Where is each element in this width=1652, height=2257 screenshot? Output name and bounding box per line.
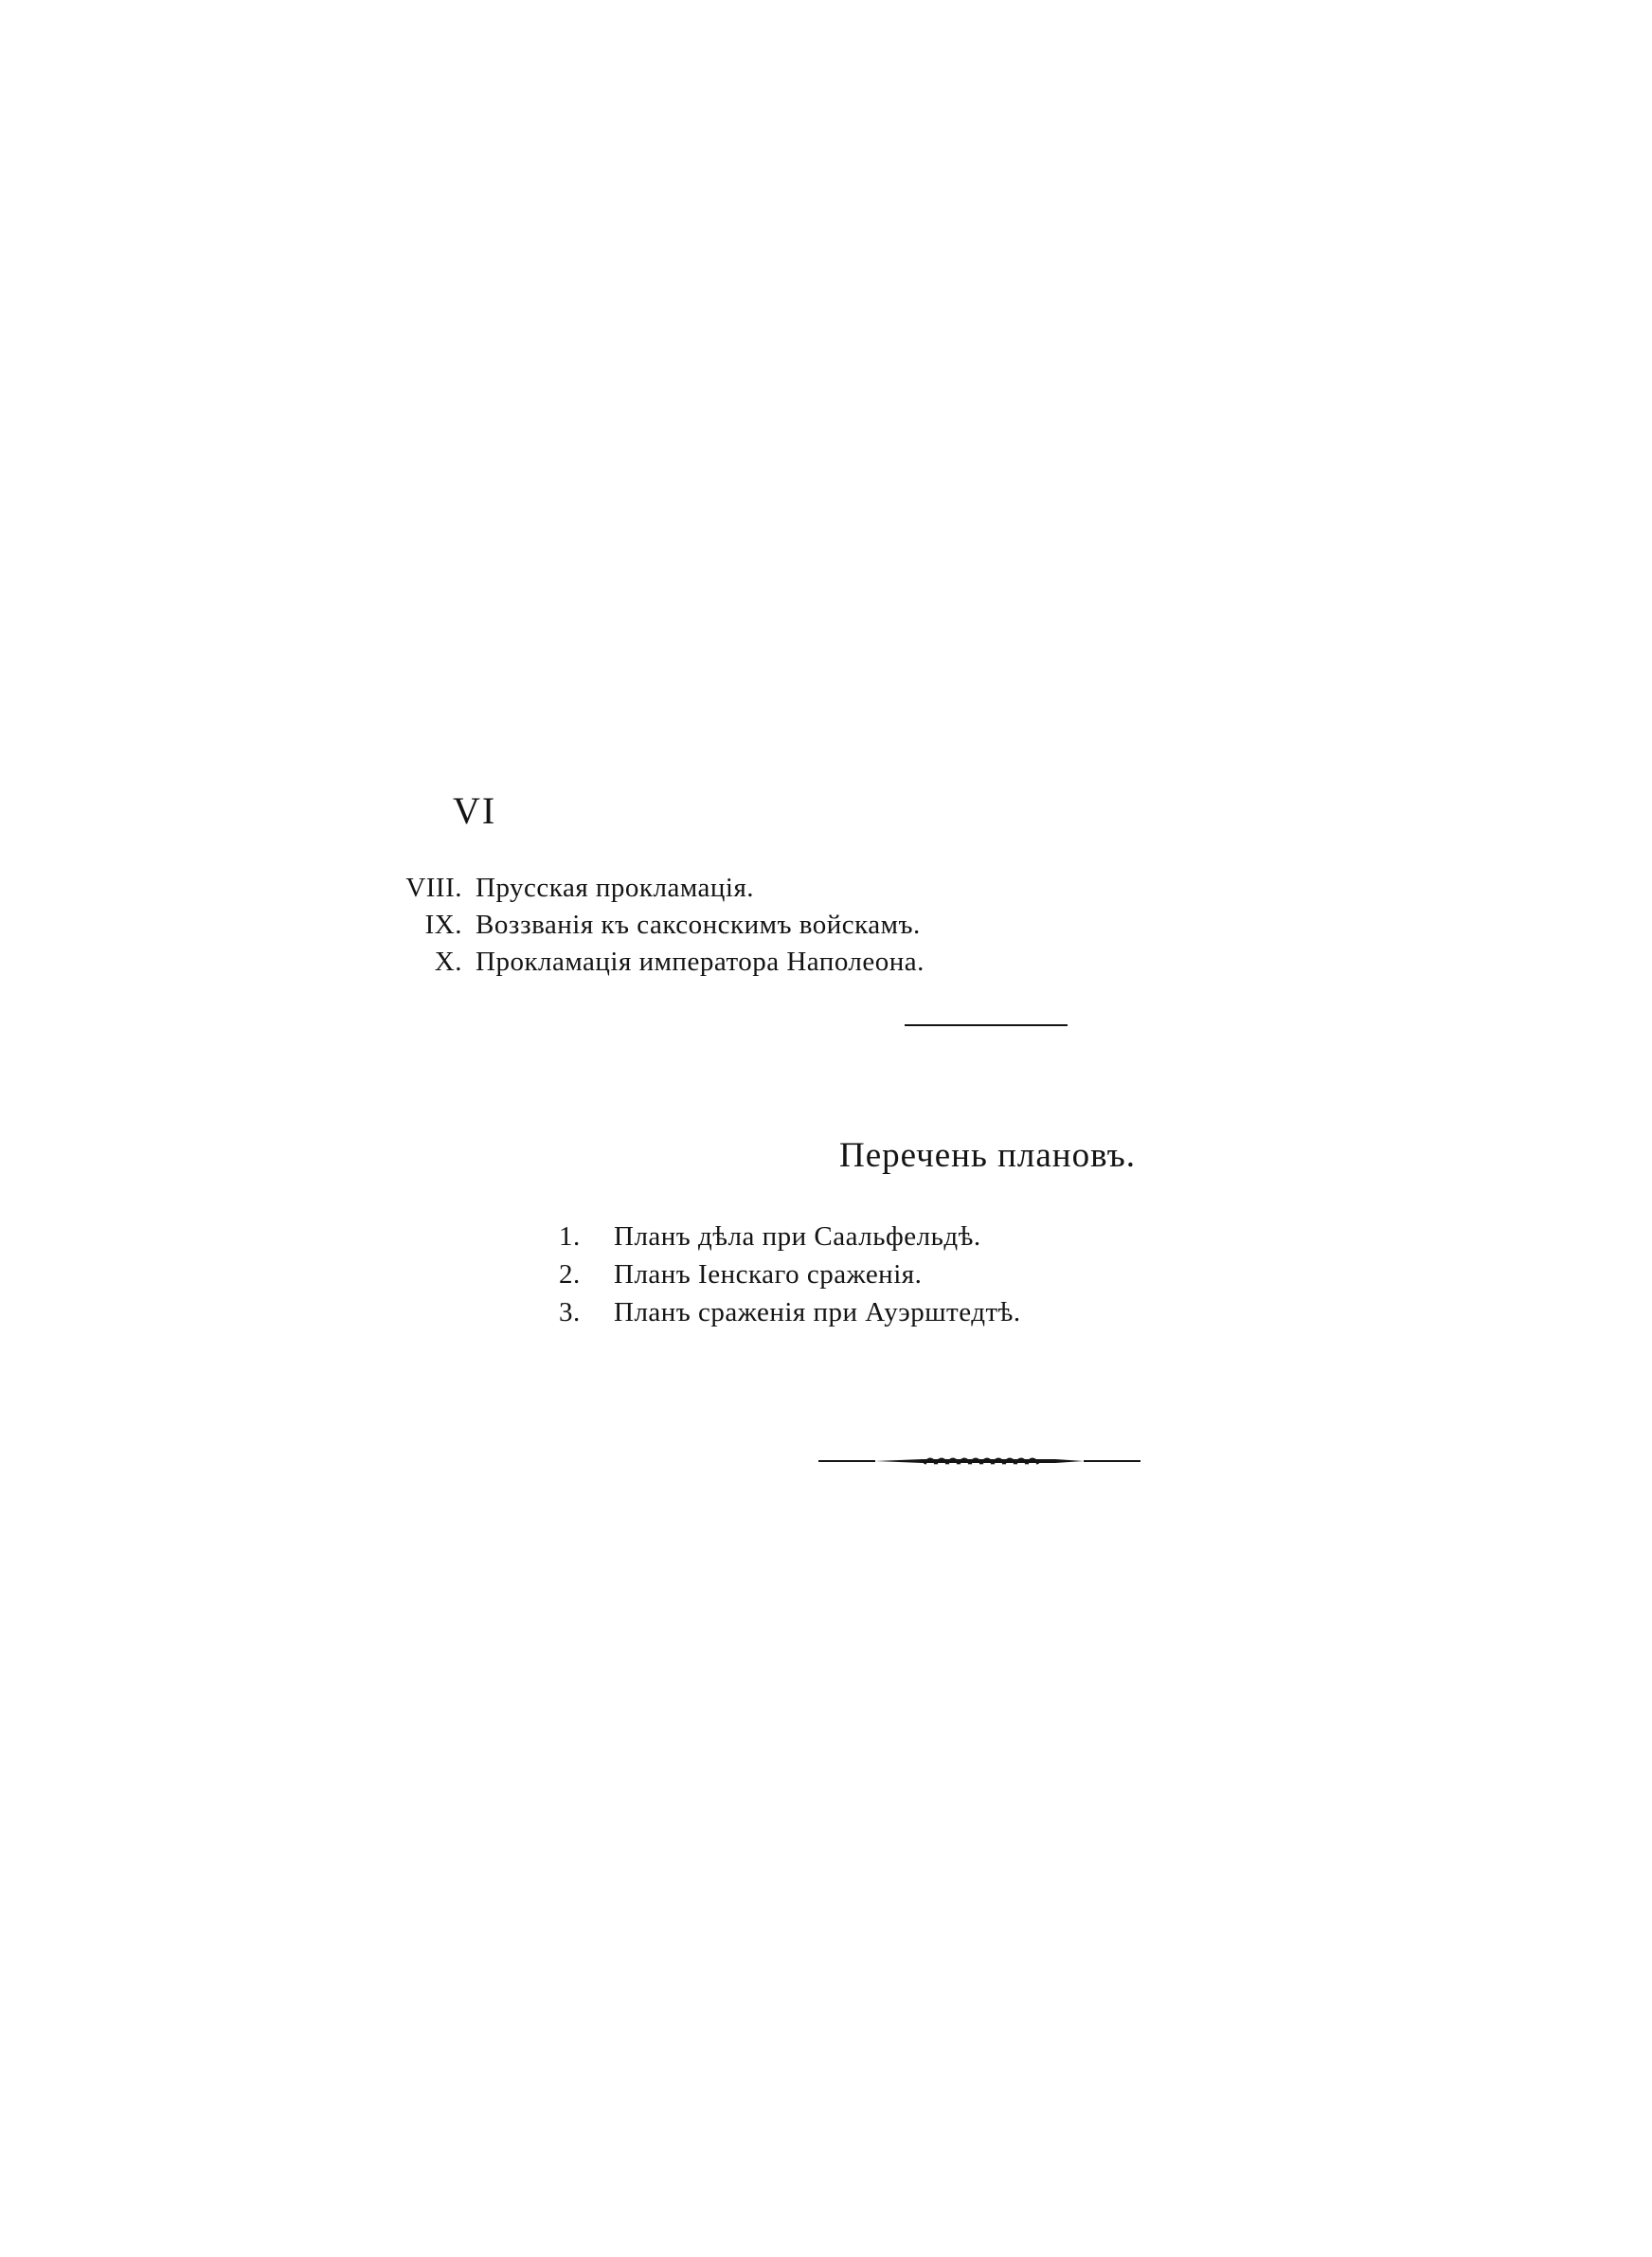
plans-list [559, 1218, 1021, 1331]
appendix-list [369, 870, 925, 981]
appendix-number: X. [434, 947, 462, 977]
list-item [369, 870, 925, 907]
appendix-title: Воззванія къ саксонскимъ войскамъ. [476, 910, 921, 940]
section-divider [905, 1024, 1068, 1026]
plan-title: Планъ дѣла при Саальфельдѣ. [614, 1221, 981, 1252]
plan-title: Планъ сраженія при Ауэрштедтѣ. [614, 1297, 1021, 1327]
appendix-number: IX. [424, 910, 462, 940]
appendix-title: Прокламація императора Наполеона. [476, 947, 925, 977]
list-item [369, 944, 925, 981]
plan-number: 2. [559, 1259, 581, 1290]
plan-number: 3. [559, 1297, 581, 1327]
plans-heading: Перечень плановъ. [839, 1136, 1137, 1175]
appendix-number: VIII. [405, 873, 462, 903]
list-item [369, 907, 925, 944]
plan-number: 1. [559, 1221, 581, 1252]
list-item [559, 1218, 1021, 1255]
end-ornament [818, 1450, 1140, 1472]
list-item [559, 1255, 1021, 1293]
list-item [559, 1293, 1021, 1331]
plan-title: Планъ Іенскаго сраженія. [614, 1259, 923, 1290]
appendix-title: Прусская прокламація. [476, 873, 755, 903]
page-number: VI [453, 789, 497, 832]
